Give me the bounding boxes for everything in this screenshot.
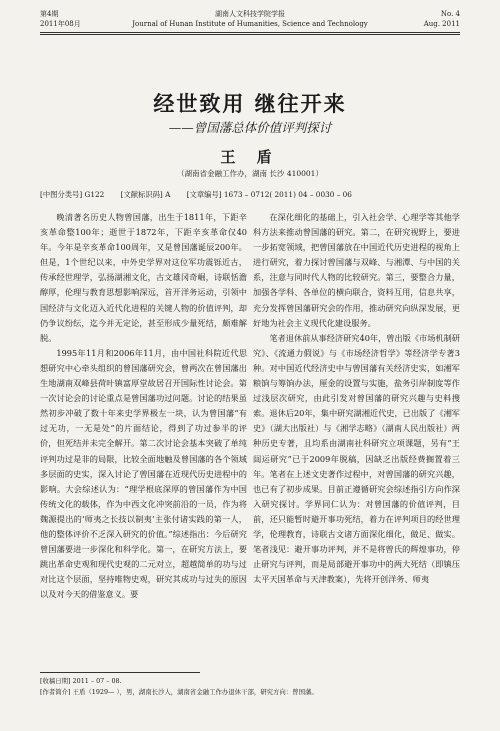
received-date: [收稿日期] 2011 – 07 – 08. [40, 677, 122, 685]
body-paragraph: 笔者退休前从事经济研究40年，曾出版《市场机制研究》、《流通力假说》与《市场经济哲学》等经济学专著3种。对中国近代经济史中与曾国藩有关经济史实，如湘军粮饷与筹饷办法，厘金的设置与实施，盐务引岸制度等作过浅层次研究，由此引发对曾国藩的研究兴趣与史料搜索。退休后20年，集中研究湖湘近代史，已出版了《湘军史》（湖大出版社）与《湘学志略》（湖南人民出版社）两种历史专著，且均系由湖南社科研究立项课题，另有“王闿运研究”已于2009年脱稿，因缺乏出版经费搁置着三年。笔者在上述文史著作过程中，对曾国藩的研究兴趣，也已有了初步成果。目前正遵循研究会综述指引方向作深入研究探讨。学界同仁认为：对曾国藩的价值评判，目前，还只能暂时避开事功死结，着力在评判项目的经世理学，伦理教育，诗联古文诸方面深化细化，做足、做实。笔者浅见：避开事功评判，并不是将曾氏的辉煌事功，停止研究与评判，而是局部避开事功中的两大死结（即镇压太平天国革命与天津教案），先将开创洋务、师夷 [253, 332, 460, 585]
running-header [40, 9, 460, 35]
body-paragraph: 1995年11月和2006年11月，由中国社科院近代思想研究中心牵头组织的曾国藩研究会，曾两次在曾国藩出生地湖南双峰县荷叶镇富厚堂故居召开国际性讨论会。第一次讨论会的讨论重点是曾国藩功过问题。讨论的结果虽然初步冲破了数十年来史学界极左一块，认为曾国藩“有过无功，一无是处”的片面结论，得到了功过参半的评价，但死结并未完全解开。第二次讨论会基本突破了单纯评判功过是非的局限，比较全面地触及曾国藩的各个领域多层面的史实，深入讨论了曾国藩在近现代历史进程中的影响。大会综述认为：“理学根底深厚的曾国藩作为中国传统文化的载体，作为中西文化冲突前沿的一员，作为将魏源提出的‘师夷之长技以制夷’主张付诸实践的第一人，他的整体评价不乏深入研究的价值。”综述指出：今后研究曾国藩要进一步深化和科学化。第一，在研究方法上，要跳出革命史观和现代史观的二元对立，超越简单的功与过对比这个层面，坚持唯物史观，研究其成功与过失的原因以及对今天的借鉴意义。要 [40, 347, 247, 600]
footnotes [40, 672, 460, 697]
issue-date: 2011年08月 [40, 20, 81, 28]
article-subtitle: ——曾国藩总体价值评判探讨 [168, 120, 332, 135]
left-column [40, 210, 247, 602]
header-center [40, 9, 460, 29]
body-paragraph: 在深化细化的基础上，引入社会学、心理学等其他学科方法来推动曾国藩的研究。第二，在研究视野上，要进一步拓宽领域，把曾国藩放在中国近代历史进程的视角上进行研究，着力探讨曾国藩与双峰、与湘潭、与中国的关系，注意与同时代人物的比较研究。第三，要整合力量，加强各学科、各单位的横向联合，资料互用，信息共享，充分发挥曾国藩研究会的作用，推动研究向纵深发展，更好地为社会主义现代化建设服务。 [253, 212, 460, 328]
article-number: [文章编号] 1673 – 0712( 2011) 04 – 0030 – 06 [186, 190, 352, 199]
author-affiliation: （湖南省金融工作办，湖南 长沙 410001） [177, 169, 323, 178]
article-title: 经世致用 继往开来 [153, 92, 347, 116]
footnote-rule [40, 672, 200, 673]
journal-name-cn: 湖南人文科技学院学报 [215, 10, 285, 18]
issue-no-en: No. 4 [440, 10, 460, 18]
header-rule-double [40, 34, 460, 35]
header-rule [40, 32, 460, 33]
body-paragraph: 晚清著名历史人物曾国藩，出生于1811年，下距辛亥革命整100年；逝世于1872年，下距辛亥革命仅40年。今年是辛亥革命100周年，又是曾国藩诞辰200年。但是，1个世纪以来，中外史学界对这位军功震铄近古，传承经世理学，弘扬湖湘文化，古文雄冈奇崛，诗联恬澹醇厚，伦理与教育思想影响深远，首开洋务运动，引领中国经济与文化迈入近代化进程的关键人物的价值评判，却仍争议纷纭，迄今并无定论，甚至形成少量死结，颇难解脱。 [40, 212, 247, 343]
issue-date-en: Aug. 2011 [423, 20, 460, 28]
class-number: [中图分类号] G122 [40, 190, 105, 199]
right-column [253, 210, 460, 587]
document-code: [文献标识码] A [120, 190, 171, 199]
author-name: 王 盾 [220, 148, 280, 166]
author-bio: [作者简介] 王盾（1929— ），男，湖南长沙人，湖南省金融工作办退休干部，研究方向：曾国藩。 [40, 687, 318, 696]
header-right [424, 9, 460, 29]
journal-name-en: Journal of Hunan Institute of Humanities, Science and Technology [132, 20, 368, 28]
classification-line [40, 190, 460, 200]
issue-number: 第4期 [40, 10, 59, 18]
